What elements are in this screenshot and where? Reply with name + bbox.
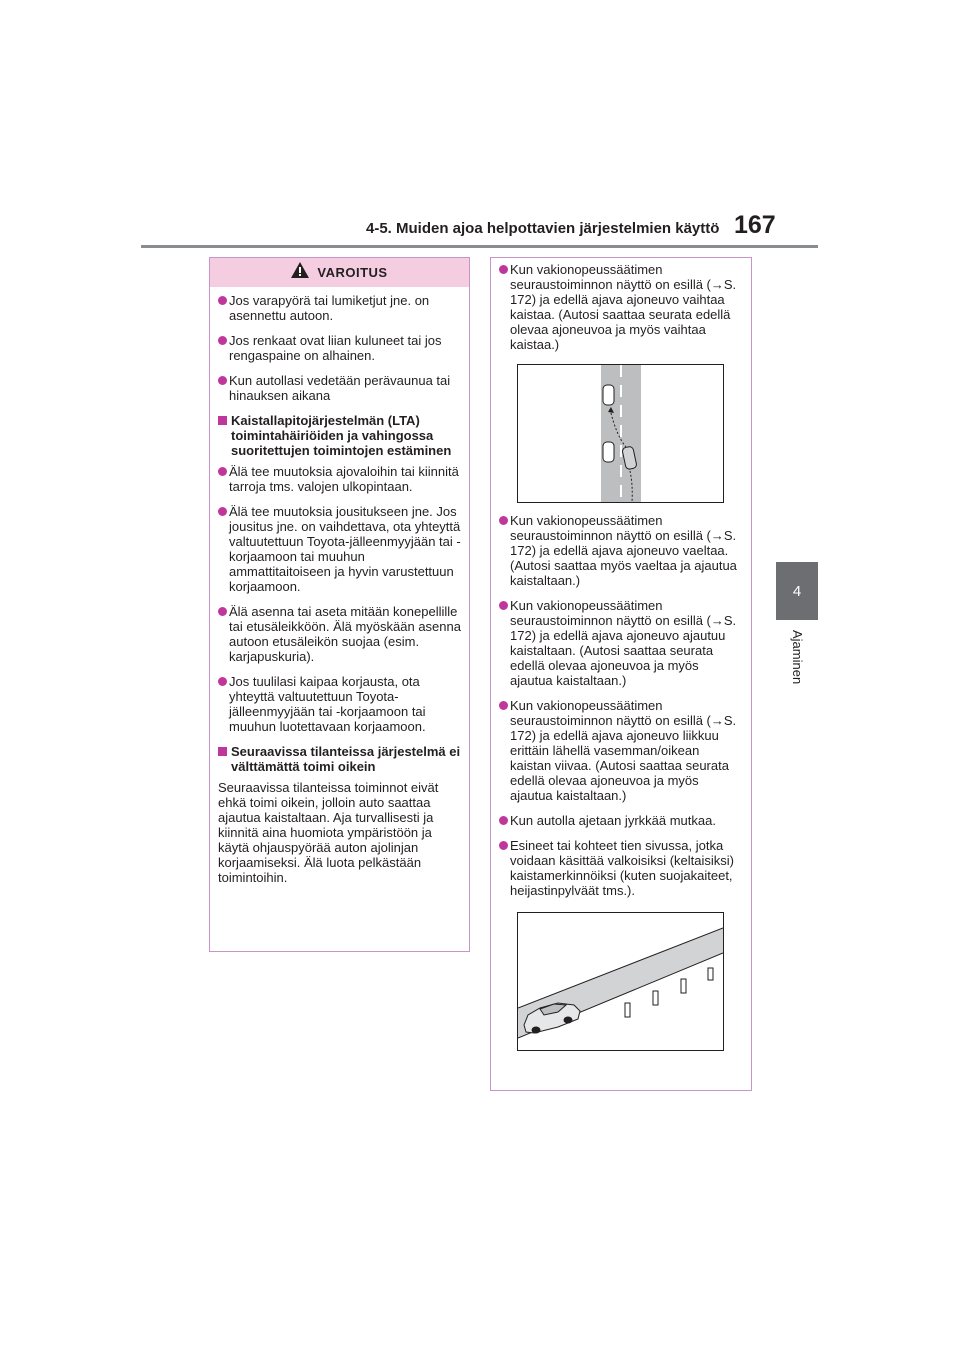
subheading-situations: Seuraavissa tilanteissa järjestelmä ei välttämättä toimi oikein xyxy=(218,744,461,774)
list-item: Kun vakionopeussäätimen seuraustoiminnon näyttö on esillä (→S. 172) ja edellä ajava ajoneuvo ajautuu kaistaltaan. (Autosi saattaa seurata edellä olevaa ajoneuvoa ja myös ajautua kaistaltaan.) xyxy=(499,598,743,688)
continuation-box xyxy=(490,257,752,1091)
list-item: Älä asenna tai aseta mitään konepellille tai etusäleikköön. Älä myöskään asenna autoon etusäleikön suojaa (esim. karjapuskuria). xyxy=(218,604,461,664)
list-item: Jos tuulilasi kaipaa korjausta, ota yhteyttä valtuutettuun Toyota-jälleenmyyjään tai -korjaamoon tai muuhun luotettavaan korjaamoon. xyxy=(218,674,461,734)
warning-label: VAROITUS xyxy=(317,265,388,280)
list-item: Kun vakionopeussäätimen seuraustoiminnon näyttö on esillä (→S. 172) ja edellä ajava ajoneuvo vaeltaa. (Autosi saattaa myös vaeltaa ja ajautua kaistaltaan.) xyxy=(499,513,743,588)
lane-change-illustration xyxy=(517,364,724,503)
subheading-lta: Kaistallapitojärjestelmän (LTA) toimintahäiriöiden ja vahingossa suoritettujen toimintojen estäminen xyxy=(218,413,461,458)
section-title: 4-5. Muiden ajoa helpottavien järjestelmien käyttö xyxy=(366,220,720,237)
list-item: Jos renkaat ovat liian kuluneet tai jos rengaspaine on alhainen. xyxy=(218,333,461,363)
list-item: Kun autolla ajetaan jyrkkää mutkaa. xyxy=(499,813,743,828)
page-number: 167 xyxy=(734,211,776,239)
warning-box xyxy=(209,257,470,952)
list-item: Jos varapyörä tai lumiketjut jne. on asennettu autoon. xyxy=(218,293,461,323)
list-item: Älä tee muutoksia jousitukseen jne. Jos jousitus jne. on vaihdettava, ota yhteyttä valtuutettuun Toyota-jälleenmyyjään tai -korjaamoon tai muuhun ammattitaitoiseen ja hyvin varustettuun korjaamoon. xyxy=(218,504,461,594)
list-item: Kun vakionopeussäätimen seuraustoiminnon näyttö on esillä (→S. 172) ja edellä ajava ajoneuvo liikkuu erittäin lähellä vasemman/oikean kaistan viivaa. (Autosi saattaa seurata edellä olevaa ajoneuvoa ja myös ajautua kaistaltaan.) xyxy=(499,698,743,803)
list-item: Kun vakionopeussäätimen seuraustoiminnon näyttö on esillä (→S. 172) ja edellä ajava ajoneuvo vaihtaa kaistaa. (Autosi saattaa seurata edellä olevaa ajoneuvoa ja myös vaihtaa kaistaa.) xyxy=(499,262,743,352)
chapter-tab[interactable] xyxy=(776,562,818,620)
chapter-number: 4 xyxy=(792,582,802,600)
warning-header xyxy=(210,258,469,287)
list-item: Kun autollasi vedetään perävaunua tai hinauksen aikana xyxy=(218,373,461,403)
list-item: Älä tee muutoksia ajovaloihin tai kiinnitä tarroja tms. valojen ulkopintaan. xyxy=(218,464,461,494)
warning-triangle-icon xyxy=(291,262,309,283)
roadside-posts-illustration xyxy=(517,912,724,1051)
header-divider xyxy=(141,245,818,248)
situations-paragraph: Seuraavissa tilanteissa toiminnot eivät ehkä toimi oikein, jolloin auto saattaa ajautua kaistaltaan. Aja turvallisesti ja kiinnitä aina huomiota ympäristöön ja käytä ohjauspyörää auton ajolinjan korjaamiseksi. Älä luota pelkästään toimintoihin. xyxy=(218,780,439,885)
list-item: Esineet tai kohteet tien sivussa, jotka voidaan käsittää valkoisiksi (keltaisiksi) kaistamerkinnöiksi (kuten suojakaiteet, heijastinpylväät tms.). xyxy=(499,838,743,898)
chapter-label: Ajaminen xyxy=(790,630,805,685)
